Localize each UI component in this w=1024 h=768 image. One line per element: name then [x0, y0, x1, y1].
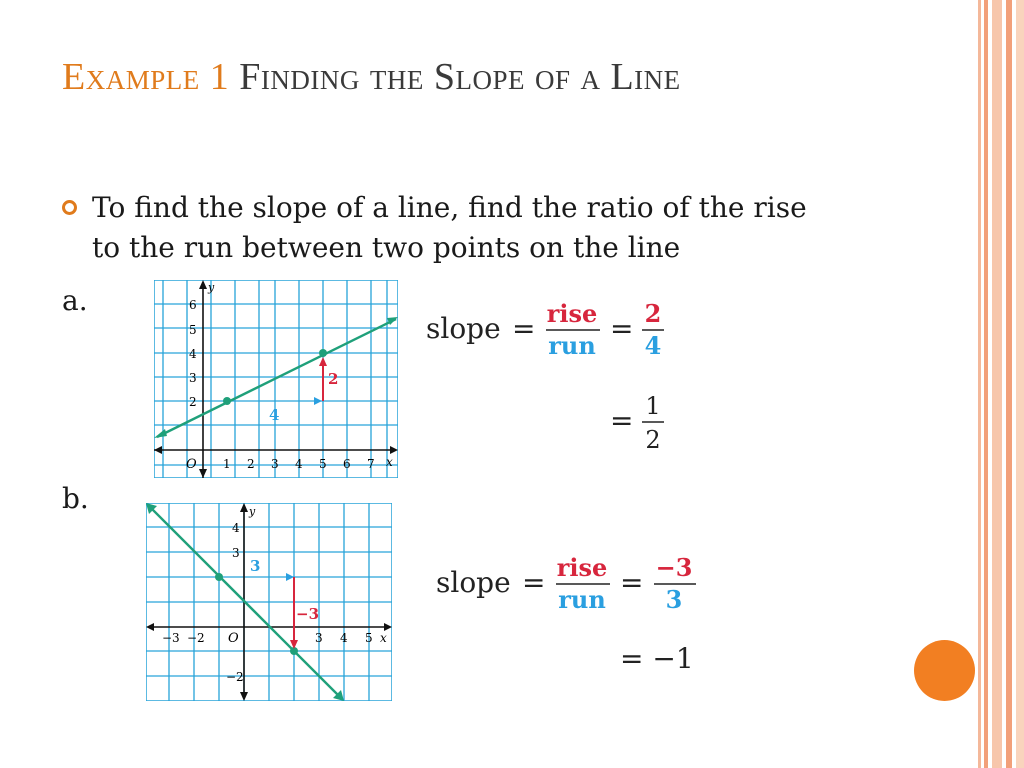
graph-b-y-tick: 4	[232, 521, 240, 535]
eq-b-rise: rise	[556, 553, 608, 582]
graph-a-x-tick: 2	[247, 457, 255, 471]
graph-a-y-tick: 5	[189, 323, 197, 337]
graph-b-run-label: 3	[250, 557, 261, 575]
graph-b-origin: O	[228, 631, 239, 646]
eq-b-slope-word: slope	[436, 566, 511, 599]
eq-b-equals: =	[522, 566, 546, 599]
eq-a-rise: rise	[546, 299, 598, 328]
eq-b-result: = −1	[620, 642, 694, 675]
graph-a-x-label: x	[386, 455, 393, 469]
graph-b-x-tick: 3	[315, 631, 323, 645]
graph-a-y-label: y	[208, 281, 215, 294]
graph-a-y-tick: 2	[189, 395, 197, 409]
graph-b-x-label: x	[380, 631, 387, 645]
eq-b-equals-2: =	[620, 566, 644, 599]
eq-a-simplified-numerator: 1	[645, 392, 661, 420]
graph-b-point	[215, 573, 223, 581]
equation-b	[434, 550, 704, 690]
graph-b-x-tick: 4	[340, 631, 348, 645]
graph-a	[154, 280, 398, 478]
graph-a-x-tick: 7	[367, 457, 375, 471]
graph-a-y-tick: 3	[189, 371, 197, 385]
title-main: Finding the Slope of a Line	[239, 56, 681, 98]
title-accent: Example 1	[62, 56, 230, 98]
part-b-label: b.	[62, 482, 89, 515]
graph-a-y-tick: 4	[189, 347, 197, 361]
graph-a-run-label: 4	[269, 406, 280, 424]
eq-b-run: run	[558, 585, 606, 614]
graph-b-y-tick: −2	[226, 670, 244, 684]
equation-a	[424, 290, 684, 470]
graph-a-origin: O	[186, 457, 197, 472]
graph-b-y-label: y	[249, 505, 256, 518]
eq-a-run: run	[548, 331, 596, 360]
eq-a-simplified-denominator: 2	[645, 426, 661, 454]
eq-a-numerator: 2	[644, 299, 662, 328]
graph-b-rise-label: −3	[296, 605, 320, 623]
graph-b-x-tick: −2	[187, 631, 205, 645]
eq-a-equals-3: =	[610, 404, 634, 437]
graph-a-point	[319, 349, 327, 357]
eq-b-denominator: 3	[665, 585, 683, 614]
bullet-item	[62, 188, 842, 268]
graph-a-x-tick: 1	[223, 457, 231, 471]
graph-b-x-tick: 5	[365, 631, 373, 645]
bullet-ring-icon	[62, 200, 77, 215]
slide-title	[62, 52, 922, 102]
graph-a-y-tick: 6	[189, 298, 197, 312]
eq-a-denominator: 4	[644, 331, 662, 360]
eq-a-slope-word: slope	[426, 312, 501, 345]
graph-a-rise-label: 2	[328, 370, 339, 388]
graph-b-x-tick: −3	[162, 631, 180, 645]
graph-b	[146, 503, 392, 701]
decorative-orange-circle	[914, 640, 975, 701]
graph-b-y-tick: 3	[232, 546, 240, 560]
part-a-label: a.	[62, 284, 88, 317]
eq-a-equals: =	[512, 312, 536, 345]
graph-a-x-tick: 6	[343, 457, 351, 471]
bullet-text: To find the slope of a line, find the ratio of the rise to the run between two points on the line	[92, 191, 807, 264]
eq-a-equals-2: =	[610, 312, 634, 345]
decorative-stripes	[978, 0, 1024, 768]
graph-a-x-tick: 4	[295, 457, 303, 471]
graph-a-point	[223, 397, 231, 405]
graph-a-x-tick: 3	[271, 457, 279, 471]
eq-b-numerator: −3	[655, 553, 693, 582]
graph-a-x-tick: 5	[319, 457, 327, 471]
